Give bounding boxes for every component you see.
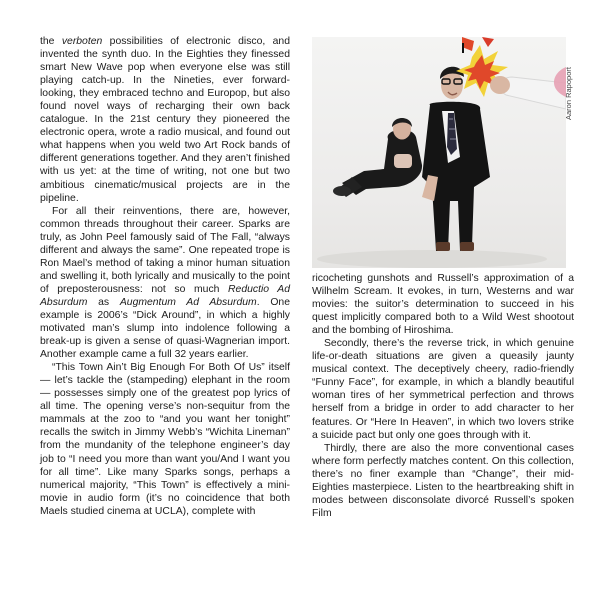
- band-photo-illustration: [312, 37, 566, 268]
- text-run: For all their reinventions, there are, however, common threads throughout their career. Sparks are truly, as John Peel famously said of The Fall, “always different and always the same”. One repeated trope is Ron Mael’s method of taking a minor human situation and swelling it, both lyrically and musically to the point of preposterousness: not so much: [40, 205, 290, 295]
- left-paragraph-2: [40, 205, 290, 362]
- italic-run: verboten: [61, 36, 103, 47]
- italic-run: Reductio Ad Absurdum: [40, 283, 290, 308]
- left-paragraph-1: [40, 35, 290, 205]
- text-run: . One example is 2006’s “Dick Around”, in which a highly motivated man’s slump into indolence following a break-up is given a sense of quasi-Wagnerian import. Another example came a full 32 years earlier.: [40, 296, 290, 361]
- floor-shadow: [317, 250, 547, 268]
- right-paragraph-1: ricocheting gunshots and Russell’s approximation of a Wilhelm Scream. It evokes, in turn, Westerns and war movies: the suitor’s determination to succeed in his quest implicitly compared both to a Wild West shootout and the bombing of Hiroshima.: [312, 273, 574, 337]
- italic-run: Augmentum Ad Absurdum: [119, 296, 257, 308]
- band-photo: [312, 37, 566, 268]
- seated-man-figure: [333, 118, 422, 197]
- punching-arm: [490, 67, 566, 109]
- photo-credit: Aaron Rapoport: [564, 67, 573, 120]
- center-man-figure: [422, 67, 490, 251]
- right-column: [312, 272, 574, 520]
- left-column: [40, 35, 290, 518]
- text-run: the: [40, 36, 62, 47]
- right-paragraph-3: Thirdly, there are also the more conventional cases where form perfectly matches content. On this collection, there’s no finer example than “Change”, their mid-Eighties masterpiece. Listen to the heartbreaking shift in modes between disconsolate divorcé Russell’s spoken Film: [312, 442, 574, 519]
- text-run: possibilities of electronic disco, and invented the synth duo. In the Eighties they finessed smart New Wave pop when everyone else was still playing catch-up. In the Nineties, ever forward-looking, they embraced techno and Europop, but also found novel ways of recharging their own back catalogue. In the 21st century they pioneered the electronic opera, wrote a radio musical, and found out what happens when you weld two Art Rock bands of different generations together. And they aren’t finished with us yet: at the time of writing, not one but two ambitious cinematic/musical projects are in the pipeline.: [40, 36, 290, 204]
- left-paragraph-3: “This Town Ain’t Big Enough For Both Of Us” itself — let’s tackle the (stampeding) elephant in the room — possesses simply one of the greatest pop lyrics of all time. The opening verse’s non-sequitur from the mammals at the zoo to “and you want her tonight” recalls the switch in Jimmy Webb’s “Wichita Lineman” from the mundanity of the telephone engineer’s day job to “I need you more than want you/And I want you for all time”. Like many Sparks songs, perhaps a numerical majority, “This Town” is effectively a mini-movie in audio form (it’s no coincidence that both Maels studied cinema at UCLA), complete with: [40, 362, 290, 517]
- text-run: as: [87, 296, 120, 308]
- right-paragraph-2: Secondly, there’s the reverse trick, in which genuine life-or-death situations are given a queasily jaunty musical context. The deceptively cheery, radio-friendly “Funny Face”, for example, in which a blandly beautiful woman tires of her symmetrical perfection and throws herself from a bridge in order to add character to her features. Or “Here In Heaven”, in which two lovers strike a suicide pact but only one goes through with it.: [312, 338, 574, 441]
